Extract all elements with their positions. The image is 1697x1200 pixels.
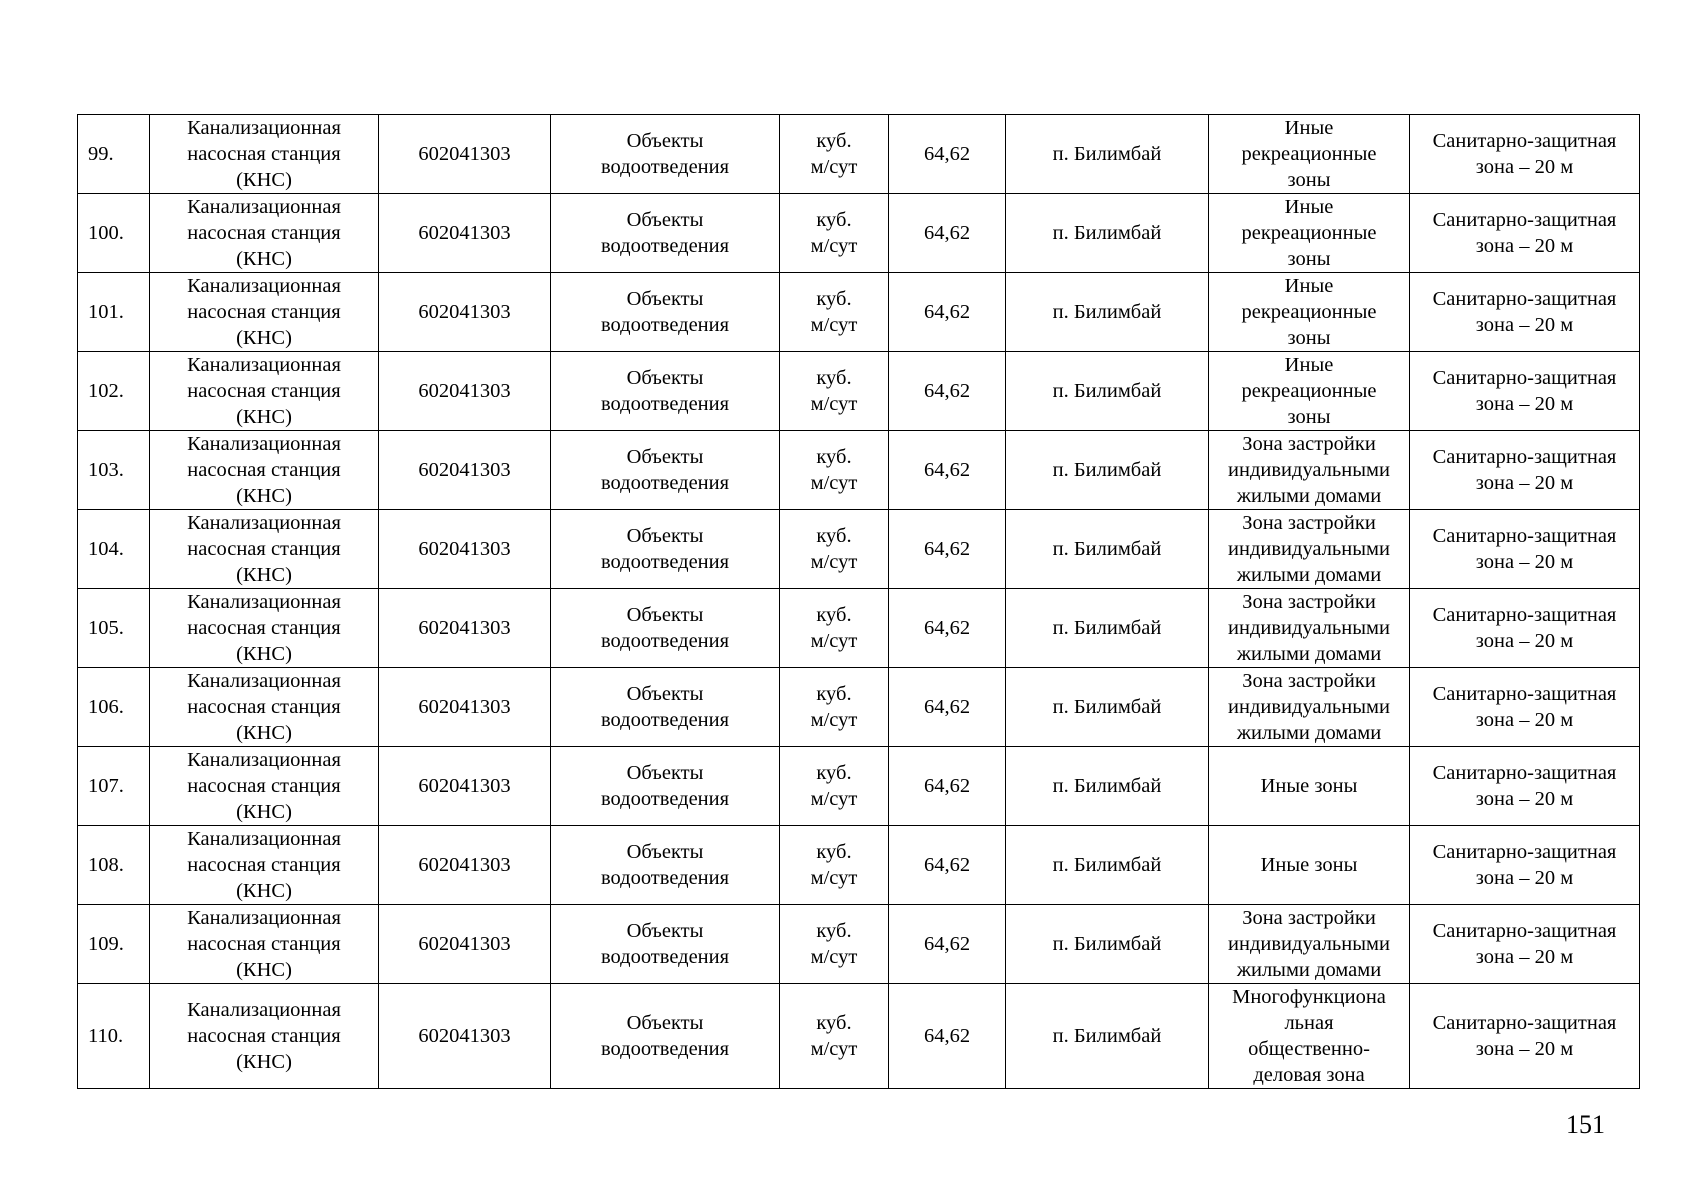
cell-object-name-line: Канализационная: [187, 999, 341, 1021]
cell-object-name-line: (КНС): [236, 880, 292, 902]
cell-value: 64,62: [889, 431, 1006, 510]
cell-restriction-line: Санитарно-защитная: [1432, 841, 1617, 863]
cell-restriction-line: зона – 20 м: [1475, 472, 1574, 494]
cell-zone: [1209, 273, 1410, 352]
cell-unit-line: м/сут: [810, 472, 858, 494]
cell-location: п. Билимбай: [1006, 668, 1209, 747]
cell-value: 64,62: [889, 510, 1006, 589]
cell-object-name-line: (КНС): [236, 564, 292, 586]
cell-zone-line: индивидуальными: [1228, 933, 1390, 955]
cell-zone-line: Зона застройки: [1242, 907, 1376, 929]
cell-object-type-line: Объекты: [626, 683, 704, 705]
cell-number: 99.: [78, 115, 150, 194]
cell-object-name: [150, 668, 379, 747]
cell-object-type-line: водоотведения: [600, 235, 730, 257]
cell-zone-line: жилыми домами: [1236, 959, 1382, 981]
cell-zone-line: зоны: [1287, 169, 1331, 191]
cell-location: п. Билимбай: [1006, 352, 1209, 431]
cell-unit-line: м/сут: [810, 314, 858, 336]
cell-location: п. Билимбай: [1006, 747, 1209, 826]
cell-object-code: 602041303: [379, 194, 551, 273]
cell-unit-line: м/сут: [810, 551, 858, 573]
cell-object-code: 602041303: [379, 984, 551, 1089]
cell-object-code: 602041303: [379, 747, 551, 826]
cell-number: 100.: [78, 194, 150, 273]
cell-object-type-line: Объекты: [626, 841, 704, 863]
cell-zone-line: рекреационные: [1241, 143, 1377, 165]
cell-restriction-line: Санитарно-защитная: [1432, 1012, 1617, 1034]
cell-object-name-line: насосная станция: [187, 933, 341, 955]
cell-restriction-line: Санитарно-защитная: [1432, 209, 1617, 231]
cell-object-type: [551, 668, 780, 747]
table-row: [78, 194, 1640, 273]
cell-object-name-line: (КНС): [236, 485, 292, 507]
cell-object-name-line: (КНС): [236, 327, 292, 349]
cell-object-name-line: (КНС): [236, 1051, 292, 1073]
cell-restriction-line: зона – 20 м: [1475, 314, 1574, 336]
cell-value: 64,62: [889, 668, 1006, 747]
cell-zone: [1209, 668, 1410, 747]
cell-unit: [780, 984, 889, 1089]
cell-zone-line: льная: [1284, 1012, 1334, 1034]
cell-restriction: [1410, 115, 1640, 194]
cell-location: п. Билимбай: [1006, 589, 1209, 668]
cell-object-type: [551, 194, 780, 273]
cell-number: 109.: [78, 905, 150, 984]
cell-object-type-line: водоотведения: [600, 630, 730, 652]
cell-object-name: [150, 431, 379, 510]
cell-unit-line: м/сут: [810, 946, 858, 968]
cell-object-code: 602041303: [379, 826, 551, 905]
cell-object-name-line: Канализационная: [187, 670, 341, 692]
cell-value: 64,62: [889, 273, 1006, 352]
cell-object-name: [150, 589, 379, 668]
cell-object-type-line: водоотведения: [600, 788, 730, 810]
cell-restriction: [1410, 905, 1640, 984]
cell-object-type-line: водоотведения: [600, 472, 730, 494]
cell-zone: [1209, 905, 1410, 984]
cell-object-name: [150, 194, 379, 273]
cell-zone-line: деловая зона: [1253, 1064, 1365, 1086]
cell-zone-line: жилыми домами: [1236, 485, 1382, 507]
cell-restriction-line: Санитарно-защитная: [1432, 920, 1617, 942]
cell-restriction-line: зона – 20 м: [1475, 630, 1574, 652]
cell-zone-line: Зона застройки: [1242, 433, 1376, 455]
cell-object-name: [150, 984, 379, 1089]
table-row: [78, 668, 1640, 747]
cell-object-name-line: Канализационная: [187, 749, 341, 771]
cell-zone: [1209, 352, 1410, 431]
cell-object-type-line: водоотведения: [600, 709, 730, 731]
cell-zone-line: Иные: [1284, 196, 1334, 218]
cell-restriction: [1410, 747, 1640, 826]
cell-restriction: [1410, 826, 1640, 905]
cell-object-type: [551, 510, 780, 589]
cell-unit: [780, 194, 889, 273]
cell-unit-line: м/сут: [810, 788, 858, 810]
cell-zone-line: рекреационные: [1241, 222, 1377, 244]
cell-zone-line: жилыми домами: [1236, 564, 1382, 586]
cell-object-code: 602041303: [379, 115, 551, 194]
cell-location: п. Билимбай: [1006, 273, 1209, 352]
cell-restriction-line: Санитарно-защитная: [1432, 367, 1617, 389]
table-row: [78, 115, 1640, 194]
cell-value: 64,62: [889, 905, 1006, 984]
table-row: [78, 589, 1640, 668]
cell-object-name: [150, 510, 379, 589]
cell-location: п. Билимбай: [1006, 194, 1209, 273]
cell-unit: [780, 589, 889, 668]
cell-value: 64,62: [889, 984, 1006, 1089]
table-row: [78, 510, 1640, 589]
cell-value: 64,62: [889, 826, 1006, 905]
cell-zone-line: Иные: [1284, 275, 1334, 297]
cell-object-name-line: насосная станция: [187, 538, 341, 560]
cell-zone-line: Иные: [1284, 117, 1334, 139]
cell-zone: [1209, 431, 1410, 510]
cell-zone: [1209, 510, 1410, 589]
cell-zone-line: жилыми домами: [1236, 722, 1382, 744]
page-number: 151: [1566, 1110, 1605, 1139]
cell-unit-line: куб.: [816, 841, 852, 863]
cell-unit: [780, 747, 889, 826]
cell-object-name-line: Канализационная: [187, 433, 341, 455]
cell-unit-line: м/сут: [810, 393, 858, 415]
cell-unit-line: куб.: [816, 604, 852, 626]
cell-zone: [1209, 194, 1410, 273]
cell-object-type-line: водоотведения: [600, 314, 730, 336]
cell-object-type: [551, 984, 780, 1089]
cell-restriction: [1410, 668, 1640, 747]
cell-unit-line: м/сут: [810, 156, 858, 178]
cell-restriction-line: зона – 20 м: [1475, 788, 1574, 810]
cell-object-type-line: Объекты: [626, 1012, 704, 1034]
cell-restriction-line: зона – 20 м: [1475, 551, 1574, 573]
cell-object-type-line: водоотведения: [600, 551, 730, 573]
cell-zone: [1209, 826, 1410, 905]
cell-object-name-line: Канализационная: [187, 512, 341, 534]
cell-object-type-line: Объекты: [626, 920, 704, 942]
cell-object-name-line: Канализационная: [187, 196, 341, 218]
cell-object-type: [551, 826, 780, 905]
cell-object-name: [150, 747, 379, 826]
cell-value: 64,62: [889, 747, 1006, 826]
cell-unit-line: м/сут: [810, 1038, 858, 1060]
cell-zone-line: Иные: [1284, 354, 1334, 376]
cell-zone-line: рекреационные: [1241, 301, 1377, 323]
cell-object-type-line: Объекты: [626, 446, 704, 468]
table-row: [78, 352, 1640, 431]
table-body: [78, 115, 1640, 1089]
cell-object-code: 602041303: [379, 431, 551, 510]
cell-number: 107.: [78, 747, 150, 826]
cell-zone-line: индивидуальными: [1228, 696, 1390, 718]
cell-unit: [780, 668, 889, 747]
cell-object-type-line: Объекты: [626, 130, 704, 152]
table-row: [78, 905, 1640, 984]
cell-object-type-line: Объекты: [626, 762, 704, 784]
cell-object-name-line: (КНС): [236, 169, 292, 191]
cell-object-name-line: Канализационная: [187, 275, 341, 297]
cell-unit-line: м/сут: [810, 867, 858, 889]
cell-value: 64,62: [889, 589, 1006, 668]
cell-object-type: [551, 273, 780, 352]
cell-object-name-line: насосная станция: [187, 143, 341, 165]
cell-location: п. Билимбай: [1006, 905, 1209, 984]
cell-restriction: [1410, 589, 1640, 668]
cell-zone-line: зоны: [1287, 327, 1331, 349]
cell-object-name-line: (КНС): [236, 801, 292, 823]
cell-zone-line: индивидуальными: [1228, 617, 1390, 639]
cell-unit-line: куб.: [816, 525, 852, 547]
table-row: [78, 273, 1640, 352]
cell-zone-line: Многофункциона: [1232, 986, 1386, 1008]
cell-restriction-line: Санитарно-защитная: [1432, 525, 1617, 547]
cell-object-name-line: (КНС): [236, 248, 292, 270]
cell-unit-line: куб.: [816, 920, 852, 942]
cell-unit-line: м/сут: [810, 709, 858, 731]
cell-object-code: 602041303: [379, 352, 551, 431]
cell-number: 105.: [78, 589, 150, 668]
cell-restriction-line: Санитарно-защитная: [1432, 288, 1617, 310]
cell-zone-line: рекреационные: [1241, 380, 1377, 402]
cell-object-code: 602041303: [379, 905, 551, 984]
cell-restriction-line: Санитарно-защитная: [1432, 604, 1617, 626]
cell-value: 64,62: [889, 115, 1006, 194]
cell-object-name-line: насосная станция: [187, 222, 341, 244]
cell-unit-line: м/сут: [810, 235, 858, 257]
cell-object-name: [150, 352, 379, 431]
cell-object-type: [551, 115, 780, 194]
cell-unit-line: куб.: [816, 288, 852, 310]
cell-unit-line: куб.: [816, 683, 852, 705]
cell-location: п. Билимбай: [1006, 984, 1209, 1089]
cell-object-type-line: водоотведения: [600, 1038, 730, 1060]
cell-object-name-line: насосная станция: [187, 854, 341, 876]
cell-object-name-line: насосная станция: [187, 617, 341, 639]
cell-object-code: 602041303: [379, 668, 551, 747]
cell-zone-line: жилыми домами: [1236, 643, 1382, 665]
cell-restriction: [1410, 984, 1640, 1089]
cell-number: 104.: [78, 510, 150, 589]
cell-object-type: [551, 431, 780, 510]
cell-unit-line: куб.: [816, 130, 852, 152]
cell-restriction-line: зона – 20 м: [1475, 393, 1574, 415]
cell-object-name: [150, 115, 379, 194]
cell-object-type: [551, 747, 780, 826]
cell-zone-line: индивидуальными: [1228, 459, 1390, 481]
cell-restriction-line: зона – 20 м: [1475, 867, 1574, 889]
cell-value: 64,62: [889, 194, 1006, 273]
cell-restriction: [1410, 431, 1640, 510]
cell-object-name: [150, 826, 379, 905]
cell-unit-line: куб.: [816, 762, 852, 784]
cell-object-name-line: насосная станция: [187, 775, 341, 797]
cell-unit-line: куб.: [816, 446, 852, 468]
cell-object-code: 602041303: [379, 589, 551, 668]
cell-object-type-line: Объекты: [626, 604, 704, 626]
cell-unit-line: куб.: [816, 367, 852, 389]
cell-restriction-line: зона – 20 м: [1475, 709, 1574, 731]
cell-restriction: [1410, 194, 1640, 273]
cell-location: п. Билимбай: [1006, 826, 1209, 905]
table-row: [78, 747, 1640, 826]
cell-restriction-line: зона – 20 м: [1475, 1038, 1574, 1060]
table-row: [78, 826, 1640, 905]
cell-restriction-line: зона – 20 м: [1475, 235, 1574, 257]
objects-table: [77, 114, 1640, 1089]
cell-unit: [780, 431, 889, 510]
cell-number: 106.: [78, 668, 150, 747]
cell-unit-line: м/сут: [810, 630, 858, 652]
cell-object-type: [551, 352, 780, 431]
cell-restriction-line: зона – 20 м: [1475, 156, 1574, 178]
cell-unit: [780, 826, 889, 905]
cell-restriction: [1410, 273, 1640, 352]
cell-unit: [780, 115, 889, 194]
cell-object-name-line: Канализационная: [187, 117, 341, 139]
cell-unit-line: куб.: [816, 1012, 852, 1034]
cell-object-type-line: Объекты: [626, 209, 704, 231]
table-row: [78, 984, 1640, 1089]
cell-restriction-line: Санитарно-защитная: [1432, 683, 1617, 705]
cell-restriction-line: Санитарно-защитная: [1432, 446, 1617, 468]
cell-restriction-line: зона – 20 м: [1475, 946, 1574, 968]
cell-zone-line: зоны: [1287, 406, 1331, 428]
cell-number: 101.: [78, 273, 150, 352]
cell-zone: [1209, 984, 1410, 1089]
cell-zone-line: Иные зоны: [1260, 775, 1358, 797]
cell-number: 103.: [78, 431, 150, 510]
cell-object-name-line: насосная станция: [187, 459, 341, 481]
cell-zone: [1209, 115, 1410, 194]
cell-object-name: [150, 905, 379, 984]
cell-object-type: [551, 905, 780, 984]
cell-zone-line: индивидуальными: [1228, 538, 1390, 560]
cell-value: 64,62: [889, 352, 1006, 431]
cell-zone: [1209, 747, 1410, 826]
cell-object-name-line: (КНС): [236, 643, 292, 665]
cell-object-name: [150, 273, 379, 352]
cell-zone-line: зоны: [1287, 248, 1331, 270]
cell-object-name-line: насосная станция: [187, 1025, 341, 1047]
cell-unit: [780, 273, 889, 352]
cell-object-type-line: водоотведения: [600, 393, 730, 415]
cell-object-type-line: Объекты: [626, 288, 704, 310]
cell-object-name-line: насосная станция: [187, 696, 341, 718]
cell-zone-line: общественно-: [1248, 1038, 1370, 1060]
cell-zone: [1209, 589, 1410, 668]
cell-unit: [780, 905, 889, 984]
cell-object-name-line: Канализационная: [187, 591, 341, 613]
cell-zone-line: Зона застройки: [1242, 512, 1376, 534]
cell-object-name-line: насосная станция: [187, 380, 341, 402]
cell-object-type-line: водоотведения: [600, 867, 730, 889]
cell-restriction: [1410, 352, 1640, 431]
cell-unit: [780, 510, 889, 589]
cell-object-name-line: Канализационная: [187, 907, 341, 929]
cell-location: п. Билимбай: [1006, 431, 1209, 510]
cell-restriction-line: Санитарно-защитная: [1432, 762, 1617, 784]
cell-object-name-line: (КНС): [236, 959, 292, 981]
cell-zone-line: Зона застройки: [1242, 591, 1376, 613]
cell-object-type: [551, 589, 780, 668]
cell-restriction-line: Санитарно-защитная: [1432, 130, 1617, 152]
cell-object-type-line: водоотведения: [600, 156, 730, 178]
cell-restriction: [1410, 510, 1640, 589]
cell-object-name-line: насосная станция: [187, 301, 341, 323]
cell-object-name-line: Канализационная: [187, 828, 341, 850]
cell-number: 108.: [78, 826, 150, 905]
cell-number: 102.: [78, 352, 150, 431]
cell-object-type-line: Объекты: [626, 367, 704, 389]
cell-object-name-line: (КНС): [236, 722, 292, 744]
cell-location: п. Билимбай: [1006, 510, 1209, 589]
cell-object-type-line: Объекты: [626, 525, 704, 547]
cell-number: 110.: [78, 984, 150, 1089]
cell-zone-line: Иные зоны: [1260, 854, 1358, 876]
cell-object-code: 602041303: [379, 510, 551, 589]
cell-object-name-line: (КНС): [236, 406, 292, 428]
cell-zone-line: Зона застройки: [1242, 670, 1376, 692]
cell-object-code: 602041303: [379, 273, 551, 352]
cell-unit: [780, 352, 889, 431]
table-row: [78, 431, 1640, 510]
cell-object-type-line: водоотведения: [600, 946, 730, 968]
cell-object-name-line: Канализационная: [187, 354, 341, 376]
cell-unit-line: куб.: [816, 209, 852, 231]
cell-location: п. Билимбай: [1006, 115, 1209, 194]
